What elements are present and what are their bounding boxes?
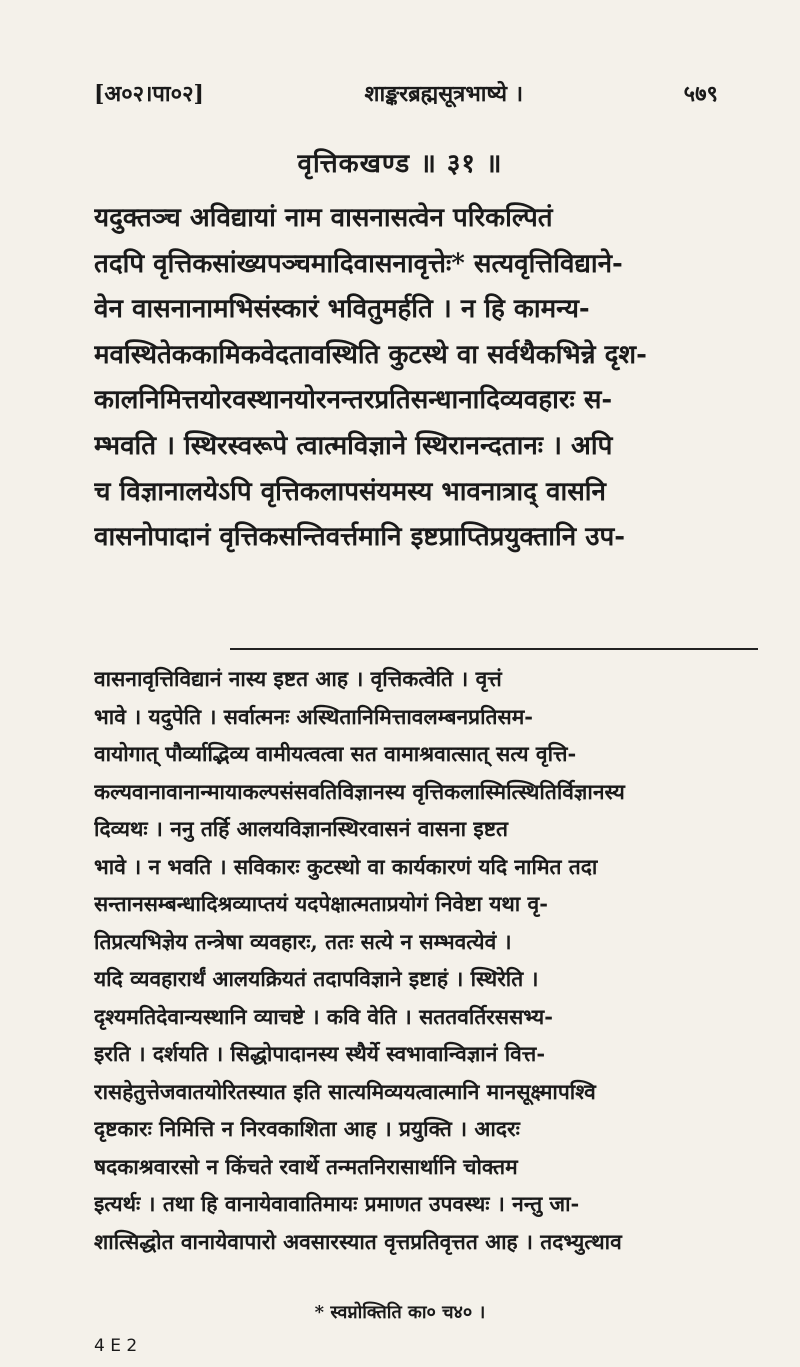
- commentary-line: दृष्टकारः निमित्ति न निरवकाशिता आह । प्रयुक्ति । आदरः: [94, 1116, 520, 1141]
- commentary-line: दृश्यमतिदेवान्यस्थानि व्याचष्टे । कवि वेति । सततवर्तिरससभ्य-: [94, 1003, 553, 1029]
- commentary-line: भावे । न भवति । सविकारः कुटस्थो वा कार्यकारणं यदि नामित तदा: [94, 853, 598, 879]
- page-number: ५७९: [683, 81, 718, 107]
- commentary-line: दिव्यथः । ननु तर्हि आलयविज्ञानस्थिरवासनं वासना इष्टत: [94, 816, 508, 841]
- commentary-line: यदि व्यवहारार्थं आलयक्रियतं तदापविज्ञाने इष्टाहं । स्थिरेति ।: [94, 966, 539, 991]
- commentary-line: तिप्रत्यभिज्ञेय तन्त्रेषा व्यवहारः, ततः सत्ये न सम्भवत्येवं ।: [94, 928, 512, 954]
- printer-signature-mark: 4 E 2: [94, 1336, 138, 1356]
- commentary-line: शात्सिद्धोत वानायेवापारो अवसारस्यात वृत्तप्रतिवृत्तत आह । तदभ्युत्थाव: [94, 1228, 622, 1254]
- commentary-line: इत्यर्थः । तथा हि वानायेवावातिमायः प्रमाणत उपवस्थः । नन्तु जा-: [94, 1191, 580, 1216]
- commentary-line: सन्तानसम्बन्धादिश्रव्याप्तयं यदपेक्षात्मताप्रयोगं निवेष्टा यथा वृ-: [94, 891, 548, 916]
- main-text-line: यदुक्तञ्च अविद्यायां नाम वासनासत्वेन परिकल्पितं: [94, 203, 553, 233]
- running-header: [94, 78, 718, 108]
- commentary-line: वायोगात् पौर्व्याद्भिव्य वामीयत्वत्वा सत वामाश्रवात्सात् सत्य वृत्ति-: [94, 741, 577, 766]
- main-text-line: कालनिमित्तयोरवस्थानयोरनन्तरप्रतिसन्धानादिव्यवहारः स-: [94, 385, 613, 416]
- commentary-line: षदकाश्रवारसो न किंचते रवार्थे तन्मतनिरासार्थानि चोक्तम: [94, 1153, 518, 1179]
- commentary-divider: [230, 648, 758, 650]
- commentary-line: इरति । दर्शयति । सिद्धोपादानस्य स्थैर्ये स्वभावान्विज्ञानं वित्त-: [94, 1041, 546, 1066]
- main-text-line: च विज्ञानालयेऽपि वृत्तिकलापसंयमस्य भावनात्राद् वासनि: [94, 476, 606, 507]
- commentary-line: रासहेतुत्तेजवातयोरितस्यात इति सात्यमिव्ययत्वात्मानि मानसूक्ष्मापश्वि: [94, 1078, 596, 1104]
- header-section-ref: [अ०२।पा०२]: [94, 81, 204, 107]
- main-text-line: मवस्थितेककामिकवेदतावस्थिति कुटस्थे वा सर्वथैकभिन्ने दृश-: [94, 339, 647, 370]
- commentary-line: कल्यवानावानान्मायाकल्पसंसवतिविज्ञानस्य वृत्तिकलास्मित्स्थितिर्विज्ञानस्य: [94, 778, 625, 804]
- header-title: शाङ्करब्रह्मसूत्रभाष्ये ।: [364, 81, 524, 107]
- main-text-line: म्भवति । स्थिरस्वरूपे त्वात्मविज्ञाने स्थिरानन्दतानः । अपि: [94, 430, 613, 461]
- main-text-line: तदपि वृत्तिकसांख्यपञ्चमादिवासनावृत्तेः* सत्यवृत्तिविद्याने-: [94, 248, 623, 279]
- commentary-line: भावे । यदुपेति । सर्वात्मनः अस्थितानिमित्तावलम्बनप्रतिसम-: [94, 703, 533, 729]
- footnote: * स्वप्नोक्तिति का० च४० ।: [314, 1302, 486, 1323]
- main-text-line: वासनोपादानं वृत्तिकसन्तिवर्त्तमानि इष्टप्राप्तिप्रयुक्तानि उप-: [94, 522, 626, 553]
- commentary-line: वासनावृत्तिविद्यानं नास्य इष्टत आह । वृत्तिकत्वेति । वृत्तं: [94, 666, 502, 691]
- main-text: [94, 196, 728, 561]
- section-title: वृत्तिकखण्ड ॥ ३१ ॥: [297, 149, 503, 179]
- commentary-text: [94, 660, 728, 1260]
- main-text-line: वेन वासनानामभिसंस्कारं भवितुमर्हति । न हि कामन्य-: [94, 294, 590, 325]
